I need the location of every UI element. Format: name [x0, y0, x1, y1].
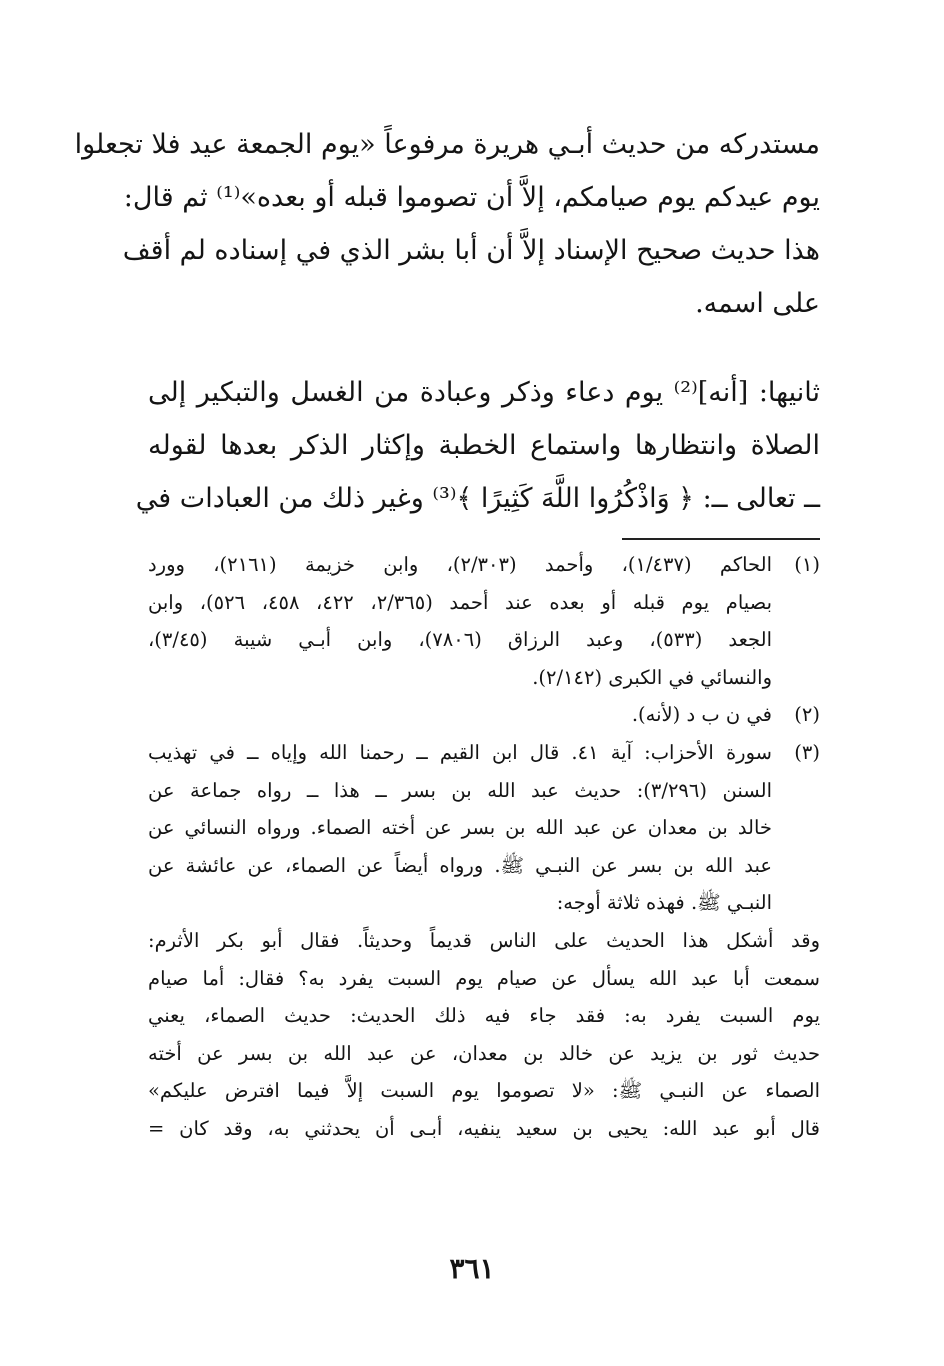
footnote-1: [148, 546, 820, 696]
main-text: [74, 118, 820, 525]
footnote-divider: [622, 538, 820, 540]
footnote-line: قال أبو عبد الله: يحيى بن سعيد ينفيه، أبـى أن يحدثني به، وقد كان =: [148, 1116, 820, 1140]
footnote-line: بصيام يوم قبله أو بعده عند أحمد (٢/٣٦٥، ٤٢٢، ٤٥٨، ٥٢٦)، وابن: [148, 590, 773, 614]
footnote-line: عبد الله بن بسر عن النبـي ﷺ. ورواه أيضاً عن الصماء، عن عائشة عن: [148, 853, 772, 877]
text-line: هذا حديث صحيح الإسناد إلاَّ أن أبا بشر الذي في إسناده لم أقف: [122, 235, 820, 266]
footnote-line: يوم السبت يفرد به: فقد جاء فيه ذلك الحديث: حديث الصماء، يعني: [148, 1004, 820, 1028]
footnote-line: السنن (٣/٢٩٦): حديث عبد الله بن بسر ــ هذا ــ رواه جماعة عن: [148, 778, 773, 802]
text-line: ــ تعالى ــ: ﴿ وَاذْكُرُوا اللَّهَ كَثِيرًا ﴾⁽³⁾ وغير ذلك من العبادات في: [135, 483, 820, 514]
text-line: يوم عيدكم يوم صيامكم، إلاَّ أن تصوموا قبله أو بعده»⁽¹⁾ ثم قال:: [123, 182, 820, 213]
text-line: الصلاة وانتظارها واستماع الخطبة وإكثار الذكر بعدها لقوله: [148, 430, 820, 461]
footnote-line: سورة الأحزاب: آية ٤١. قال ابن القيم ــ رحمنا الله وإياه ــ في تهذيب: [148, 740, 772, 764]
footnote-line: النبـي ﷺ. فهذه ثلاثة أوجه:: [556, 891, 772, 915]
footnote-line: والنسائي في الكبرى (٢/١٤٢).: [532, 665, 772, 689]
footnote-line: الحاكم (١/٤٣٧)، وأحمد (٢/٣٠٣)، وابن خزيمة (٢١٦١)، وورد: [148, 553, 772, 576]
paragraph-2: [135, 366, 820, 525]
footnote-line: في ن ب د (لأنه).: [631, 703, 772, 727]
footnote-3: [148, 734, 820, 922]
footnote-line: الصماء عن النبـي ﷺ: «لا تصوموا يوم السبت إلاَّ فيما افترض عليكم»: [148, 1079, 820, 1103]
footnote-2: [148, 696, 820, 734]
footnote-continuation: [148, 922, 820, 1148]
footnote-line: الجعد (٥٣٣)، وعبد الرزاق (٧٨٠٦)، وابن أبـي شيبة (٣/٤٥)،: [148, 628, 772, 652]
page-number: ٣٦١: [449, 1252, 495, 1285]
footnote-line: وقد أشكل هذا الحديث على الناس قديماً وحديثاً. فقال أبو بكر الأثرم:: [148, 928, 820, 952]
text-line: ثانيها: [أنه]⁽²⁾ يوم دعاء وذكر وعبادة من الغسل والتبكير إلى: [148, 377, 820, 408]
footnote-line: خالد بن معدان عن عبد الله بن بسر عن أخته الصماء. ورواه النسائي عن: [148, 816, 772, 840]
footnote-line: حديث ثور بن يزيد عن خالد بن معدان، عن عبد الله بن بسر عن أخته: [148, 1041, 820, 1065]
footnotes: [148, 546, 820, 1148]
text-line: مستدركه من حديث أبـي هريرة مرفوعاً «يوم الجمعة عيد فلا تجعلوا: [74, 129, 820, 160]
footnote-number: (١): [794, 553, 820, 576]
text-line: على اسمه.: [695, 288, 820, 319]
footnote-line: سمعت أبا عبد الله يسأل عن صيام يوم السبت يفرد به؟ فقال: أما صيام: [148, 966, 820, 990]
footnote-number: (٣): [794, 740, 820, 764]
paragraph-1: [74, 118, 820, 330]
footnote-number: (٢): [794, 703, 820, 727]
